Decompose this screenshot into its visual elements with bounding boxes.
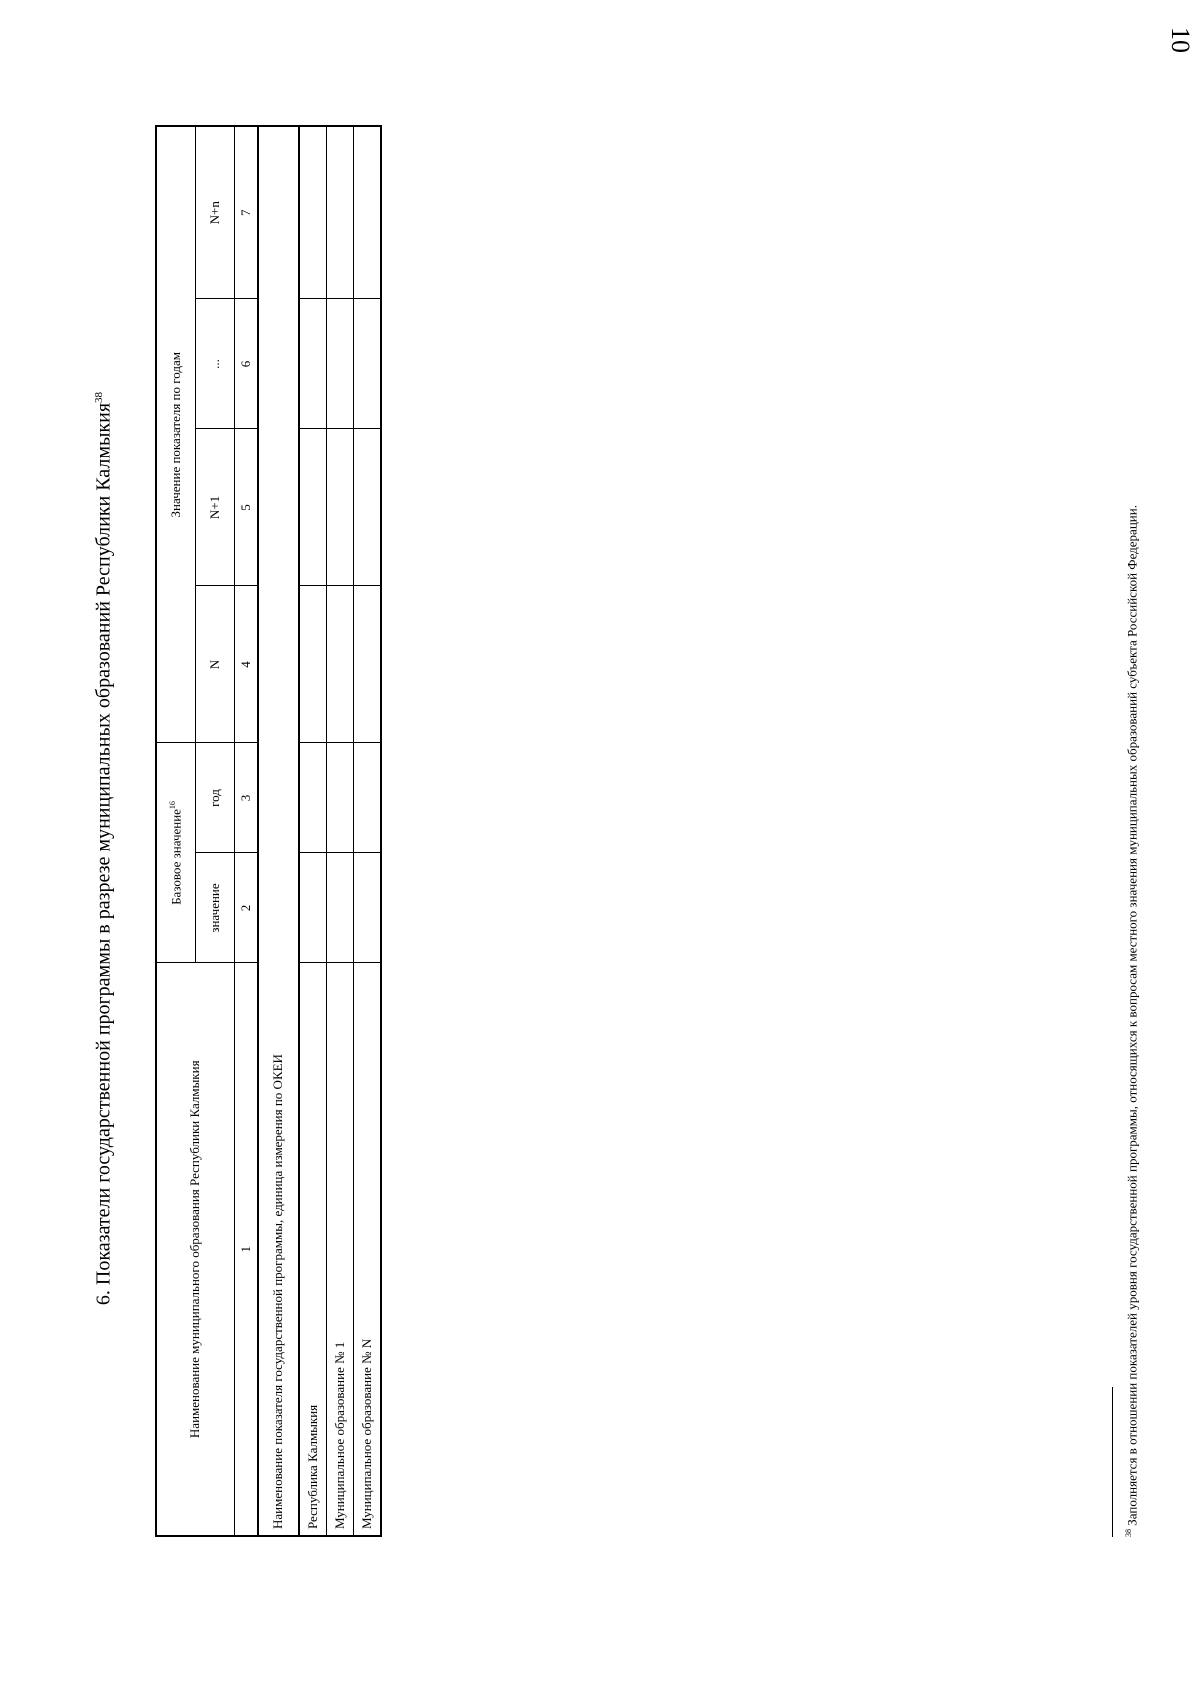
table-row: [354, 126, 382, 1536]
table-cell: [299, 429, 327, 586]
table-cell: [327, 126, 354, 299]
header-base-group-label: Базовое значение: [168, 809, 184, 905]
header-base-group: [156, 743, 196, 963]
indicators-table: [155, 125, 382, 1537]
header-name-column: Наименование муниципального образования Республики Калмыкия: [156, 963, 235, 1536]
header-year-nn: N+n: [196, 126, 235, 299]
table-cell: [299, 743, 327, 853]
footnote: [1120, 137, 1141, 1537]
table-cell: [327, 429, 354, 586]
header-years-group: Значение показателя по годам: [156, 126, 196, 743]
table-cell: [354, 126, 382, 299]
indicator-name: Наименование показателя государственной программы, единица измерения по ОКЕИ: [258, 126, 299, 1536]
row-name: Республика Калмыкия: [299, 963, 327, 1536]
table-cell: [354, 586, 382, 743]
column-number: 7: [235, 126, 259, 299]
table-cell: [327, 586, 354, 743]
footnote-text: Заполняется в отношении показателей уровня государственной программы, относящихся к вопросам местного значения муниципальных образований субъекта Российской Федерации.: [1124, 505, 1140, 1526]
indicator-row: [258, 126, 299, 1536]
column-number: 5: [235, 429, 259, 586]
title-footnote-ref: 38: [93, 391, 105, 403]
table-cell: [354, 429, 382, 586]
table-cell: [299, 299, 327, 429]
column-number: 6: [235, 299, 259, 429]
table-cell: [354, 853, 382, 963]
table-cell: [299, 126, 327, 299]
column-number: 1: [235, 963, 259, 1536]
page-number: 10: [1166, 27, 1195, 53]
table-cell: [327, 743, 354, 853]
column-number: 4: [235, 586, 259, 743]
header-base-group-ref: 16: [167, 801, 177, 810]
table-row: [327, 126, 354, 1536]
page-title: [82, 0, 116, 1697]
table-cell: [327, 299, 354, 429]
footnote-separator: [1112, 1387, 1113, 1537]
table-cell: [299, 586, 327, 743]
column-numbers-row: [235, 126, 259, 1536]
header-year-n1: N+1: [196, 429, 235, 586]
table-cell: [299, 853, 327, 963]
row-name: Муниципальное образование № 1: [327, 963, 354, 1536]
footnote-ref: 38: [1124, 1529, 1133, 1537]
header-year-ellipsis: ...: [196, 299, 235, 429]
header-base-value: значение: [196, 853, 235, 963]
column-number: 2: [235, 853, 259, 963]
header-year-n: N: [196, 586, 235, 743]
header-row-1: [156, 126, 196, 1536]
table-cell: [354, 299, 382, 429]
table-cell: [354, 743, 382, 853]
title-text: 6. Показатели государственной программы в разрезе муниципальных образований Республики Калмыкия: [92, 402, 115, 1306]
table-cell: [327, 853, 354, 963]
row-name: Муниципальное образование № N: [354, 963, 382, 1536]
table-row: [299, 126, 327, 1536]
header-base-year: год: [196, 743, 235, 853]
column-number: 3: [235, 743, 259, 853]
